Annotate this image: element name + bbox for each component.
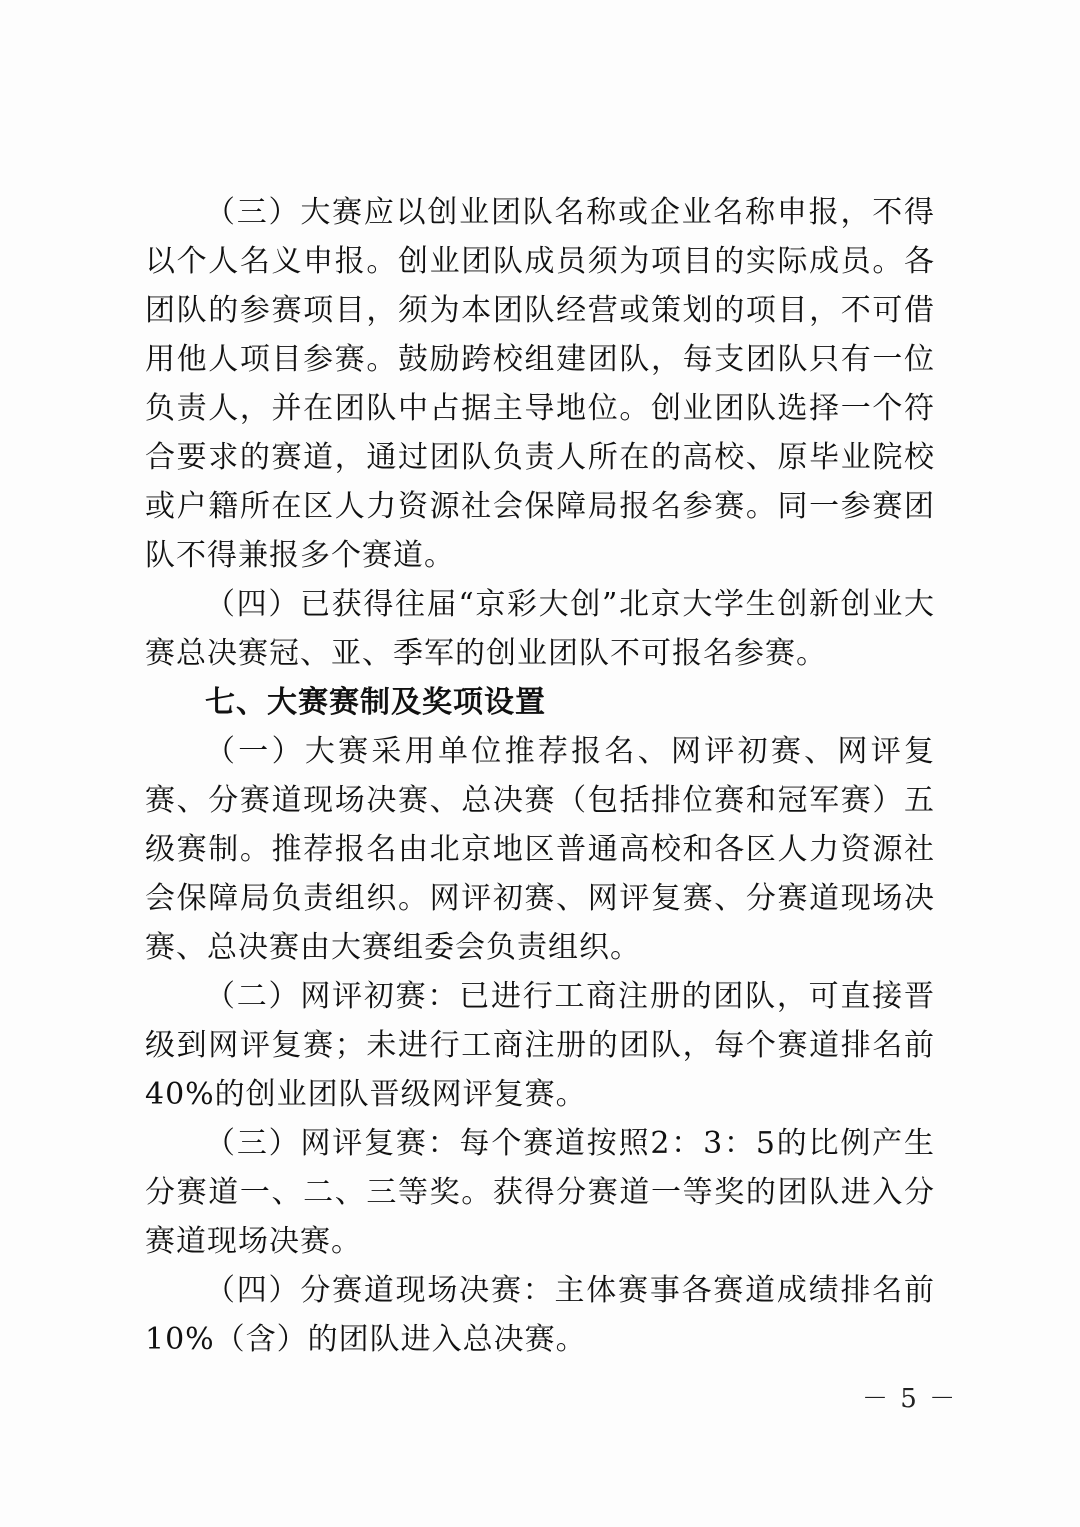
paragraph-competition-format: （一）大赛采用单位推荐报名、网评初赛、网评复赛、分赛道现场决赛、总决赛（包括排位赛和冠军赛）五级赛制。推荐报名由北京地区普通高校和各区人力资源社会保障局负责组织。网评初赛、网评复赛、分赛道现场决赛、总决赛由大赛组委会负责组织。 xyxy=(145,734,935,965)
section-heading: 七、大赛赛制及奖项设置 xyxy=(205,685,546,720)
paragraph-past-winners: （四）已获得往届“京彩大创”北京大学生创新创业大赛总决赛冠、亚、季军的创业团队不可报名参赛。 xyxy=(145,587,935,671)
paragraph-online-preliminary: （二）网评初赛：已进行工商注册的团队，可直接晋级到网评复赛；未进行工商注册的团队，每个赛道排名前40%的创业团队晋级网评复赛。 xyxy=(145,979,935,1112)
page-number: － 5 － xyxy=(862,1384,958,1414)
paragraph-track-final: （四）分赛道现场决赛：主体赛事各赛道成绩排名前10%（含）的团队进入总决赛。 xyxy=(145,1273,935,1357)
document-body xyxy=(145,188,935,1364)
paragraph-online-semifinal: （三）网评复赛：每个赛道按照2：3：5的比例产生分赛道一、二、三等奖。获得分赛道一等奖的团队进入分赛道现场决赛。 xyxy=(145,1126,935,1259)
paragraph-team-application: （三）大赛应以创业团队名称或企业名称申报，不得以个人名义申报。创业团队成员须为项目的实际成员。各团队的参赛项目，须为本团队经营或策划的项目，不可借用他人项目参赛。鼓励跨校组建团队，每支团队只有一位负责人，并在团队中占据主导地位。创业团队选择一个符合要求的赛道，通过团队负责人所在的高校、原毕业院校或户籍所在区人力资源社会保障局报名参赛。同一参赛团队不得兼报多个赛道。 xyxy=(145,195,935,573)
